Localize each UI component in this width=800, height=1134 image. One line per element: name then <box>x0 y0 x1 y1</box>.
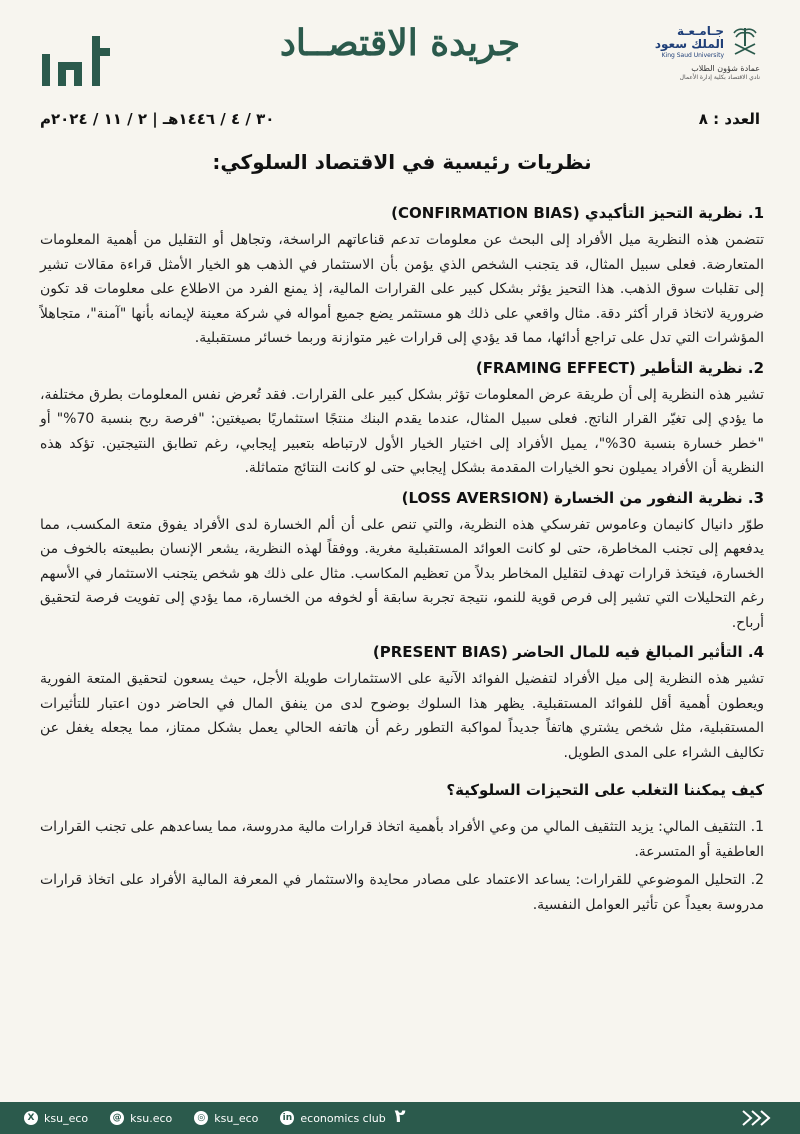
overcome-biases-heading: كيف يمكننا التغلب على التحيزات السلوكية؟ <box>446 781 764 799</box>
social-instagram[interactable] <box>194 1111 258 1125</box>
issue-number: العدد : ٨ <box>698 110 760 128</box>
issue-date: ٣٠ / ٤ / ١٤٤٦هـ | ٢ / ١١ / ٢٠٢٤م <box>40 110 275 128</box>
social-linkedin[interactable] <box>280 1111 385 1125</box>
section-body-loss-aversion: طوّر دانيال كانيمان وعاموس تفرسكي هذه النظرية، والتي تنص على أن ألم الخسارة لدى الأفراد يفوق متعة المكسب، مما يدفعهم إلى تجنب المخاطرة، حتى لو كانت العوائد المستقبلية مغرية. ووفقاً لهذه النظرية، يشعر الإنسان بطبيعته بالخوف من الخسارة، فيتخذ قرارات تهدف لتقليل المخاطر بدلاً من تعظيم المكاسب. مثال على ذلك هو شخص يتجنب الاستثمار في الأسهم رغم التحليلات التي تشير إلى فرص قوية للنمو، نتيجة تجربة سابقة أو لخوفه من الخسارة، مما يؤدي إلى تفويت فرصة لتحقيق أرباح. <box>40 516 764 631</box>
newspaper-title: جريدة الاقتصــاد <box>279 22 521 64</box>
university-name-en: King Saud University <box>661 52 724 59</box>
page-number: ٢ <box>394 1106 406 1127</box>
article-content <box>40 150 764 921</box>
section-heading-present-bias: 4. التأثير المبالغ فيه للمال الحاضر (PRESENT BIAS) <box>372 643 764 661</box>
section-heading-framing-effect: 2. نظرية التأطير (FRAMING EFFECT) <box>475 358 764 377</box>
social-x[interactable] <box>24 1111 88 1125</box>
x-icon: X <box>24 1111 38 1125</box>
page-header <box>0 0 800 100</box>
section-heading-loss-aversion: 3. نظرية النفور من الخسارة (LOSS AVERSION) <box>401 488 764 507</box>
chevrons-right-icon[interactable] <box>740 1109 780 1127</box>
economics-club-logo-icon <box>40 34 112 88</box>
university-name-ar-line1: جـامـعـة <box>677 24 724 38</box>
page-footer <box>0 1102 800 1134</box>
university-name-ar-line2: الملك سعود <box>654 37 724 51</box>
article-title: نظريات رئيسية في الاقتصاد السلوكي: <box>212 150 592 174</box>
social-handle: economics club <box>300 1111 386 1125</box>
social-handle: ksu.eco <box>130 1111 173 1125</box>
section-body-framing-effect: تشير هذه النظرية إلى أن طريقة عرض المعلومات تؤثر بشكل كبير على القرارات. فقد تُعرض نفس المعلومات بطرق مختلفة، ما يؤدي إلى تغيّر القرار الناتج. فعلى سبيل المثال، عندما يقدم البنك منتجًا استثماريًا بصيغتين: "فرصة ربح بنسبة 70%" أو "خطر خسارة بنسبة 30%"، يميل الأفراد إلى اختيار الخيار الأول لارتباطه بتعبير إيجابي، رغم تطابق النتيجتين. تؤكد هذه النظرية أن الأفراد يميلون نحو الخيارات المقدمة بشكل إيجابي حتى لو كانت النتائج متماثلة. <box>40 386 764 476</box>
university-logo <box>632 22 760 82</box>
palm-swords-emblem-icon <box>730 24 760 58</box>
threads-icon: @ <box>110 1111 124 1125</box>
instagram-icon: ◎ <box>194 1111 208 1125</box>
club-name: نادي الاقتصاد بكلية إدارة الأعمال <box>679 74 760 81</box>
linkedin-icon: in <box>280 1111 294 1125</box>
issue-info-row <box>40 110 760 134</box>
section-body-confirmation-bias: تتضمن هذه النظرية ميل الأفراد إلى البحث عن معلومات تدعم قناعاتهم الراسخة، وتجاهل أو التقليل من أهمية المعلومات المتعارضة. فعلى سبيل المثال، قد يتجنب الشخص الذي يؤمن بأن الاستثمار في الذهب هو الخيار الأمثل قراءة مقالات تشير إلى تقلبات سوق الذهب. هذا التحيز يؤثر بشكل كبير على القرارات المالية، إذ يمنع الفرد من الاطلاع على معلومات قد تكون ضرورية لاتخاذ قرار أكثر دقة. مثال واقعي على ذلك هو مستثمر يضع جميع أمواله في شركة معينة لإيمانه بأنها "آمنة"، متجاهلاً المؤشرات التي تدل على تراجع أدائها، مما قد يؤدي إلى قرارات غير متوازنة وربما خسائر مستقبلية. <box>40 232 764 346</box>
social-threads[interactable] <box>110 1111 172 1125</box>
section-body-present-bias: تشير هذه النظرية إلى ميل الأفراد لتفضيل الفوائد الآنية على الاستثمارات طويلة الأجل، حيث يسعون لتحقيق المتعة الفورية ويعطون أهمية أقل للفوائد المستقبلية. يظهر هذا السلوك بوضوح لدى من ينفق المال في الحاضر دون اعتبار للتأثيرات المستقبلية، مثل شخص يشتري هاتفاً جديداً لمواكبة التطور رغم أن هاتفه الحالي يعمل بشكل ممتاز، مما يجعله يغفل عن تكاليف الشراء على المدى الطويل. <box>40 671 764 761</box>
list-item: 2. التحليل الموضوعي للقرارات: يساعد الاعتماد على مصادر محايدة والاستثمار في المعرفة المالية الأفراد على اتخاذ قرارات مدروسة بعيداً عن تأثير العوامل النفسية. <box>40 872 764 913</box>
list-item: 1. التثقيف المالي: يزيد التثقيف المالي من وعي الأفراد بأهمية اتخاذ قرارات مالية مدروسة، مما يساعدهم على تجنب القرارات العاطفية أو المتسرعة. <box>40 819 764 860</box>
social-handle: ksu_eco <box>214 1111 259 1125</box>
social-links <box>24 1102 386 1134</box>
deanship-name: عمادة شؤون الطلاب <box>691 64 760 73</box>
social-handle: ksu_eco <box>44 1111 89 1125</box>
section-heading-confirmation-bias: 1. نظرية التحيز التأكيدي (CONFIRMATION BIAS) <box>391 204 764 222</box>
